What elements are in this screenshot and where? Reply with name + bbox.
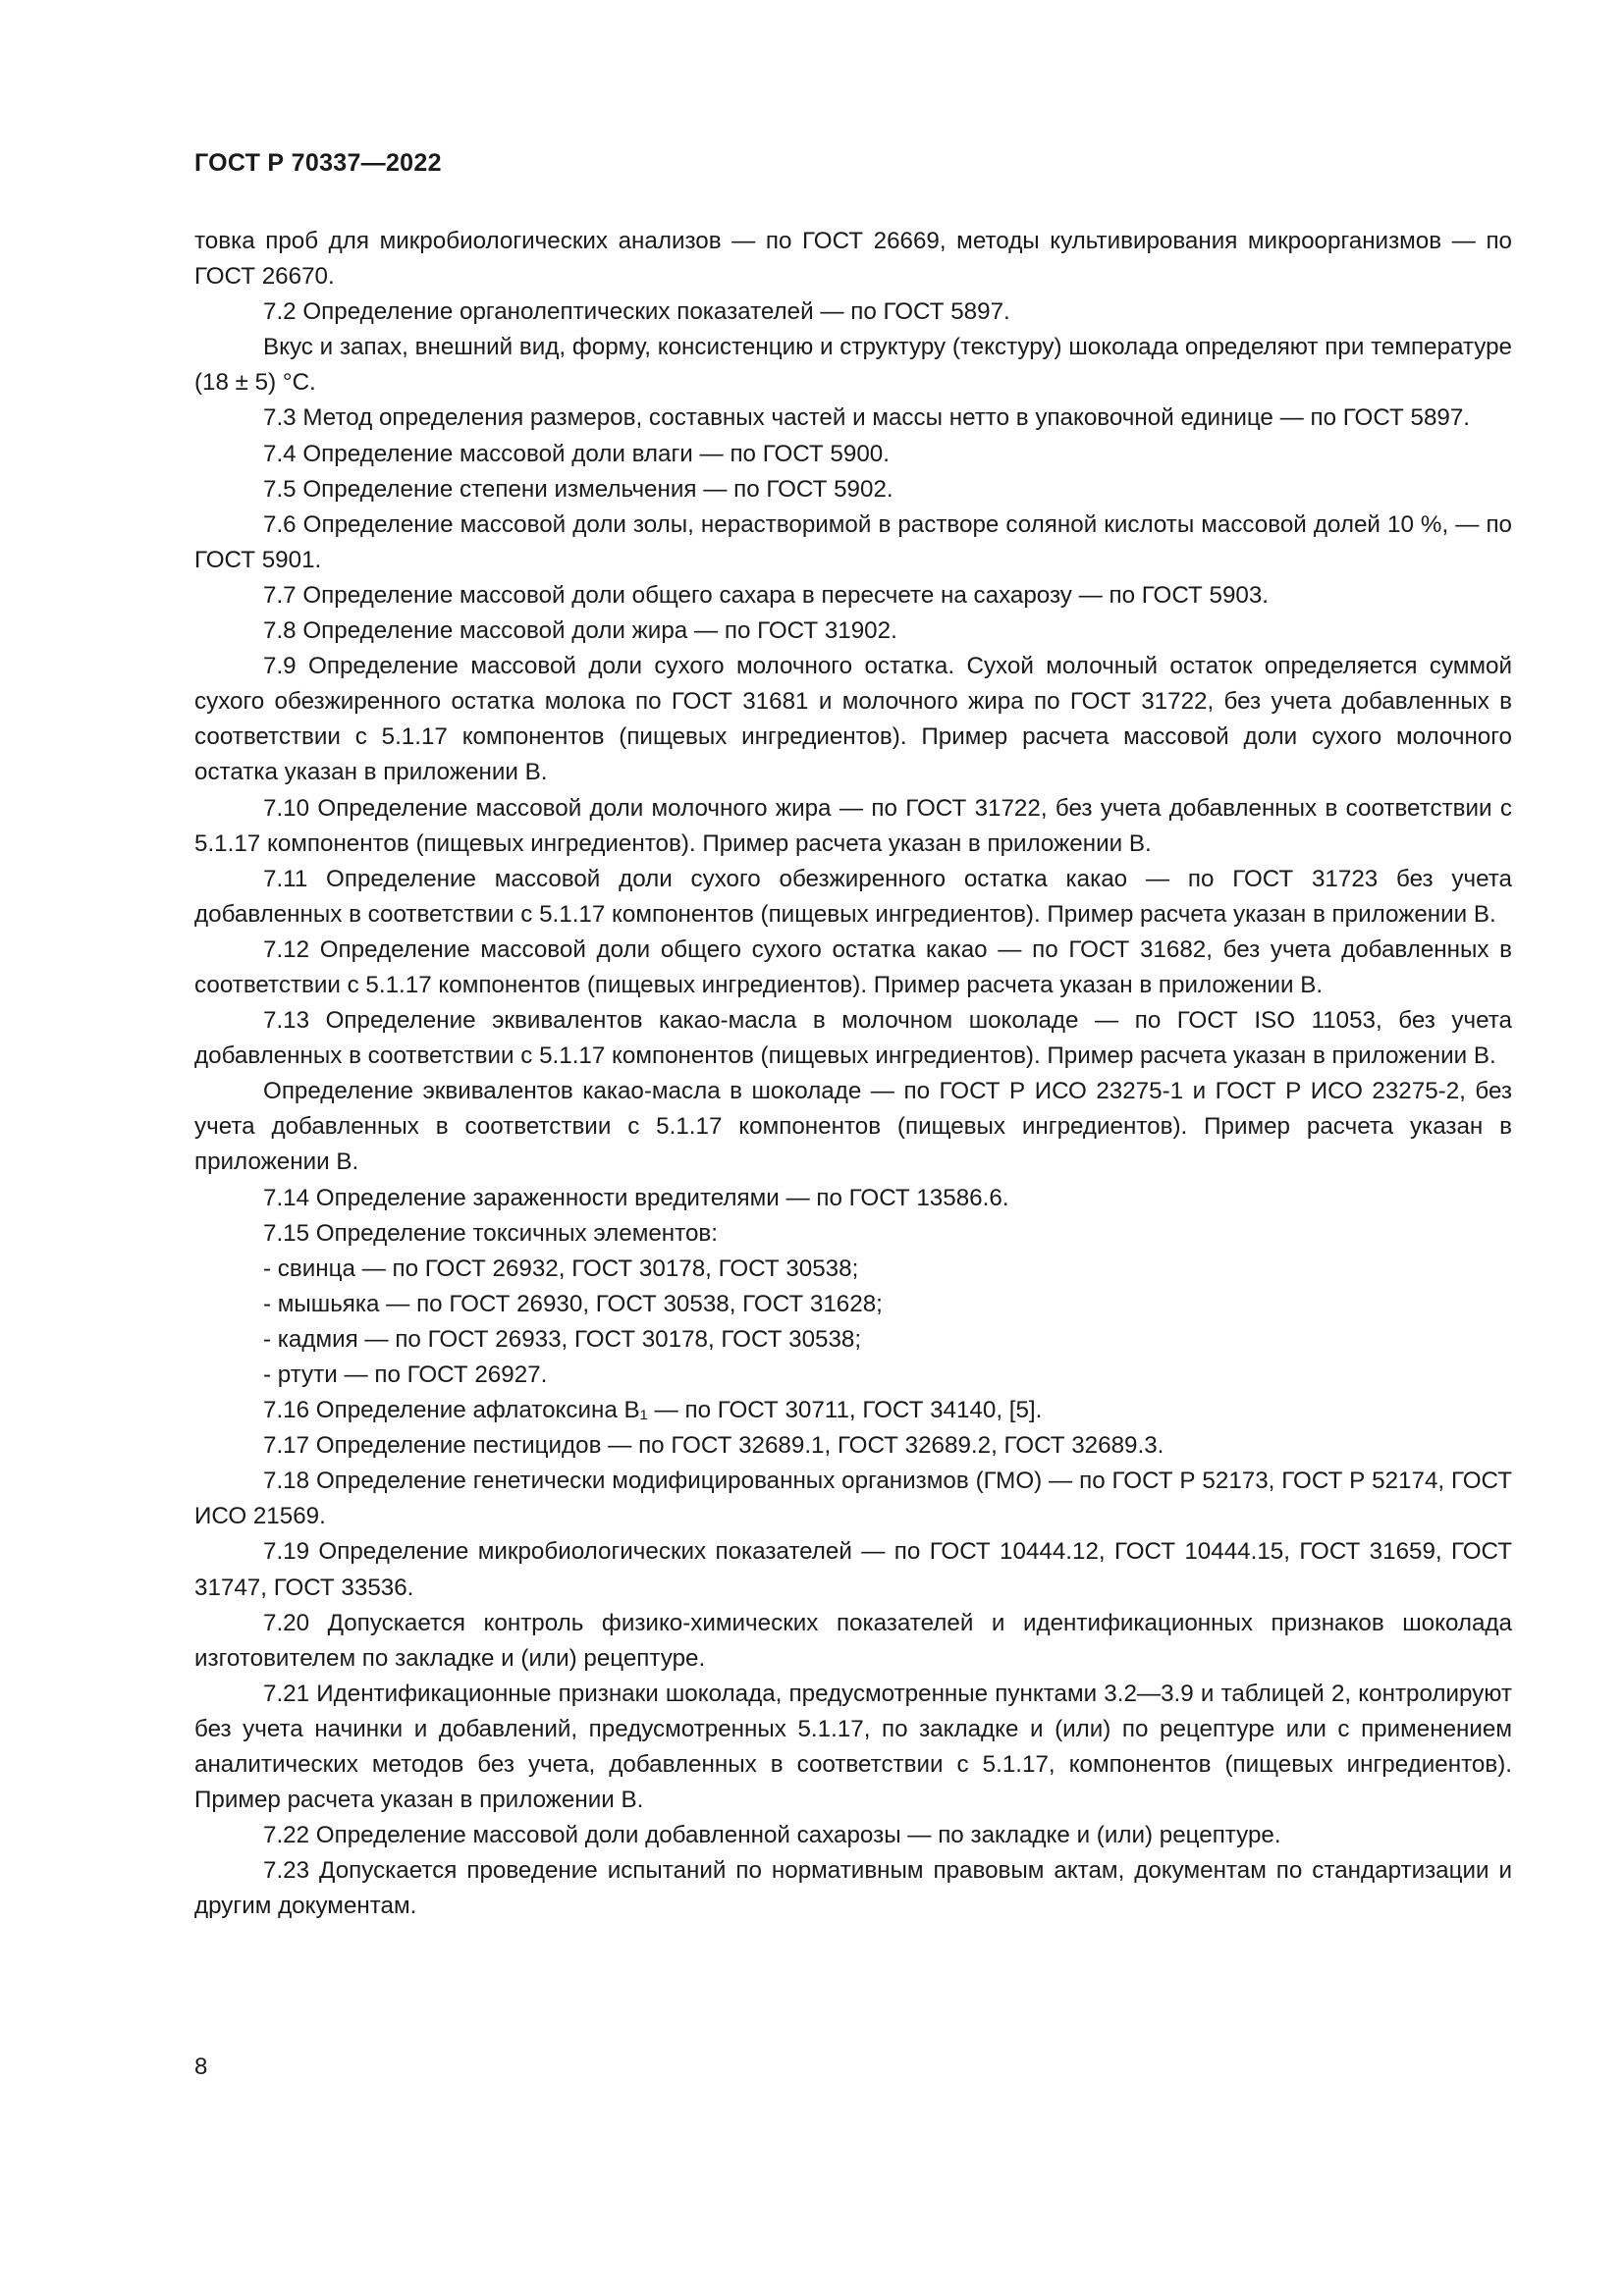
paragraph: 7.13 Определение эквивалентов какао-масла в молочном шоколаде — по ГОСТ ISO 11053, без учета добавленных в соответствии с 5.1.17 компонентов (пищевых ингредиентов). Пример расчета указан в приложении В. xyxy=(194,1007,1512,1070)
document-body xyxy=(194,224,1512,1925)
paragraph: 7.4 Определение массовой доли влаги — по ГОСТ 5900. xyxy=(263,440,890,467)
document-header: ГОСТ Р 70337—2022 xyxy=(194,149,442,177)
paragraph: 7.2 Определение органолептических показателей — по ГОСТ 5897. xyxy=(263,298,1010,326)
paragraph: 7.23 Допускается проведение испытаний по нормативным правовым актам, документам по стандартизации и другим документам. xyxy=(194,1857,1512,1920)
paragraph: 7.18 Определение генетически модифицированных организмов (ГМО) — по ГОСТ Р 52173, ГОСТ Р 52174, ГОСТ ИСО 21569. xyxy=(194,1468,1512,1530)
paragraph: 7.21 Идентификационные признаки шоколада, предусмотренные пунктами 3.2—3.9 и таблицей 2, контролируют без учета начинки и добавлений, предусмотренных 5.1.17, по закладке и (или) по рецептуре или с применением аналитических методов без учета, добавленных в соответствии с 5.1.17, компонентов (пищевых ингредиентов). Пример расчета указан в приложении В. xyxy=(194,1680,1512,1814)
paragraph: 7.10 Определение массовой доли молочного жира — по ГОСТ 31722, без учета добавленных в соответствии с 5.1.17 компонентов (пищевых ингредиентов). Пример расчета указан в приложении В. xyxy=(194,794,1512,857)
paragraph: - ртути — по ГОСТ 26927. xyxy=(263,1362,548,1388)
paragraph: - свинца — по ГОСТ 26932, ГОСТ 30178, ГОСТ 30538; xyxy=(263,1255,859,1282)
paragraph: 7.9 Определение массовой доли сухого молочного остатка. Сухой молочный остаток определяется суммой сухого обезжиренного остатка молока по ГОСТ 31681 и молочного жира по ГОСТ 31722, без учета добавленных в соответствии с 5.1.17 компонентов (пищевых ингредиентов). Пример расчета массовой доли сухого молочного остатка указан в приложении В. xyxy=(194,653,1512,786)
paragraph: 7.8 Определение массовой доли жира — по ГОСТ 31902. xyxy=(263,617,897,645)
page-number: 8 xyxy=(194,2054,208,2080)
paragraph: 7.22 Определение массовой доли добавленной сахарозы — по закладке и (или) рецептуре. xyxy=(263,1822,1281,1849)
paragraph: 7.12 Определение массовой доли общего сухого остатка какао — по ГОСТ 31682, без учета добавленных в соответствии с 5.1.17 компонентов (пищевых ингредиентов). Пример расчета указан в приложении В. xyxy=(194,935,1512,998)
paragraph: Вкус и запах, внешний вид, форму, консистенцию и структуру (текстуру) шоколада определяют при температуре (18 ± 5) °С. xyxy=(194,334,1512,397)
paragraph: - кадмия — по ГОСТ 26933, ГОСТ 30178, ГОСТ 30538; xyxy=(263,1325,862,1353)
paragraph: 7.5 Определение степени измельчения — по ГОСТ 5902. xyxy=(263,475,893,503)
paragraph: Определение эквивалентов какао-масла в шоколаде — по ГОСТ Р ИСО 23275-1 и ГОСТ Р ИСО 23275-2, без учета добавленных в соответствии с 5.1.17 компонентов (пищевых ингредиентов). Пример расчета указан в приложении В. xyxy=(194,1078,1512,1176)
paragraph: - мышьяка — по ГОСТ 26930, ГОСТ 30538, ГОСТ 31628; xyxy=(263,1290,883,1317)
paragraph: 7.16 Определение афлатоксина B₁ — по ГОСТ 30711, ГОСТ 34140, [5]. xyxy=(263,1397,1043,1424)
paragraph: 7.7 Определение массовой доли общего сахара в пересчете на сахарозу — по ГОСТ 5903. xyxy=(263,581,1270,609)
paragraph: 7.17 Определение пестицидов — по ГОСТ 32689.1, ГОСТ 32689.2, ГОСТ 32689.3. xyxy=(263,1432,1164,1460)
paragraph: товка проб для микробиологических анализов — по ГОСТ 26669, методы культивирования микроорганизмов — по ГОСТ 26670. xyxy=(194,228,1512,291)
paragraph: 7.11 Определение массовой доли сухого обезжиренного остатка какао — по ГОСТ 31723 без учета добавленных в соответствии с 5.1.17 компонентов (пищевых ингредиентов). Пример расчета указан в приложении В. xyxy=(194,865,1512,928)
paragraph: 7.19 Определение микробиологических показателей — по ГОСТ 10444.12, ГОСТ 10444.15, ГОСТ 31659, ГОСТ 31747, ГОСТ 33536. xyxy=(194,1538,1512,1601)
paragraph: 7.3 Метод определения размеров, составных частей и массы нетто в упаковочной единице — по ГОСТ 5897. xyxy=(263,404,1471,432)
paragraph: 7.6 Определение массовой доли золы, нерастворимой в растворе соляной кислоты массовой долей 10 %, — по ГОСТ 5901. xyxy=(194,510,1512,573)
paragraph: 7.20 Допускается контроль физико-химических показателей и идентификационных признаков шоколада изготовителем по закладке и (или) рецептуре. xyxy=(194,1609,1512,1672)
paragraph: 7.15 Определение токсичных элементов: xyxy=(263,1219,718,1247)
paragraph: 7.14 Определение зараженности вредителями — по ГОСТ 13586.6. xyxy=(263,1184,1009,1211)
